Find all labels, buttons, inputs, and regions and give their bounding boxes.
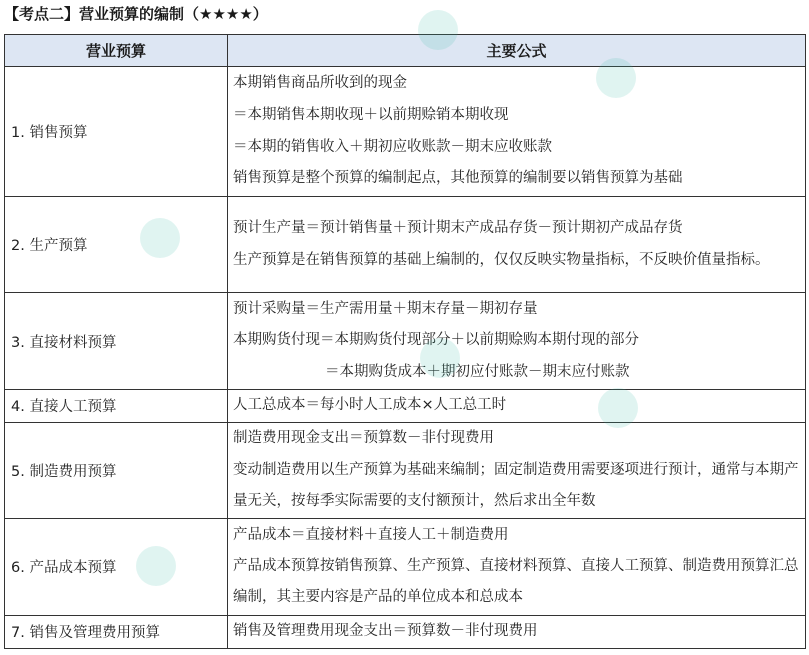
row-name: 2. 生产预算 (5, 197, 228, 293)
formula-line: 预计生产量＝预计销售量＋预计期末产成品存货－预计期初产成品存货 (233, 220, 683, 237)
formula-line: ＝本期购货成本＋期初应付账款－期末应付账款 (325, 363, 630, 380)
table-row (5, 293, 806, 390)
table-row (5, 615, 806, 648)
row-name: 1. 销售预算 (5, 67, 228, 197)
header-formula: 主要公式 (228, 35, 806, 67)
header-budget: 营业预算 (5, 35, 228, 67)
formula-line: 生产预算是在销售预算的基础上编制的，仅仅反映实物量指标，不反映价值量指标。 (233, 251, 770, 268)
formula-line: 产品成本＝直接材料＋直接人工＋制造费用 (233, 526, 509, 543)
formula-line: 本期购货付现＝本期购货付现部分＋以前期赊购本期付现的部分 (233, 332, 639, 349)
row-name: 4. 直接人工预算 (5, 390, 228, 423)
row-formulas (228, 422, 806, 518)
budget-table (4, 34, 806, 649)
formula-line: ＝本期的销售收入＋期初应收账款－期末应收账款 (233, 138, 552, 155)
formula-line: 变动制造费用以生产预算为基础来编制；固定制造费用需要逐项进行预计，通常与本期产量无关，按每季实际需要的支付额预计，然后求出全年数 (233, 461, 799, 509)
formula-line: 本期销售商品所收到的现金 (233, 75, 407, 92)
formula-line: 预计采购量＝生产需用量＋期末存量－期初存量 (233, 300, 538, 317)
row-name: 5. 制造费用预算 (5, 422, 228, 518)
formula-line: 产品成本预算按销售预算、生产预算、直接材料预算、直接人工预算、制造费用预算汇总编制，其主要内容是产品的单位成本和总成本 (233, 558, 799, 606)
row-name: 7. 销售及管理费用预算 (5, 615, 228, 648)
row-formulas (228, 390, 806, 423)
row-formulas (228, 67, 806, 197)
table-row (5, 390, 806, 423)
row-name: 6. 产品成本预算 (5, 518, 228, 615)
formula-line: 销售及管理费用现金支出＝预算数－非付现费用 (233, 622, 538, 639)
table-row (5, 67, 806, 197)
table-row (5, 422, 806, 518)
formula-line: ＝本期销售本期收现＋以前期赊销本期收现 (233, 106, 509, 123)
row-formulas (228, 518, 806, 615)
row-formulas (228, 615, 806, 648)
row-formulas (228, 293, 806, 390)
formula-line: 销售预算是整个预算的编制起点，其他预算的编制要以销售预算为基础 (233, 170, 683, 187)
section-heading: 【考点二】营业预算的编制（★★★★） (4, 5, 268, 23)
table-row (5, 197, 806, 293)
formula-line: 人工总成本＝每小时人工成本×人工总工时 (233, 397, 507, 413)
table-header-row (5, 35, 806, 67)
formula-line: 制造费用现金支出＝预算数－非付现费用 (233, 430, 494, 447)
row-name: 3. 直接材料预算 (5, 293, 228, 390)
row-formulas (228, 197, 806, 293)
table-row (5, 518, 806, 615)
